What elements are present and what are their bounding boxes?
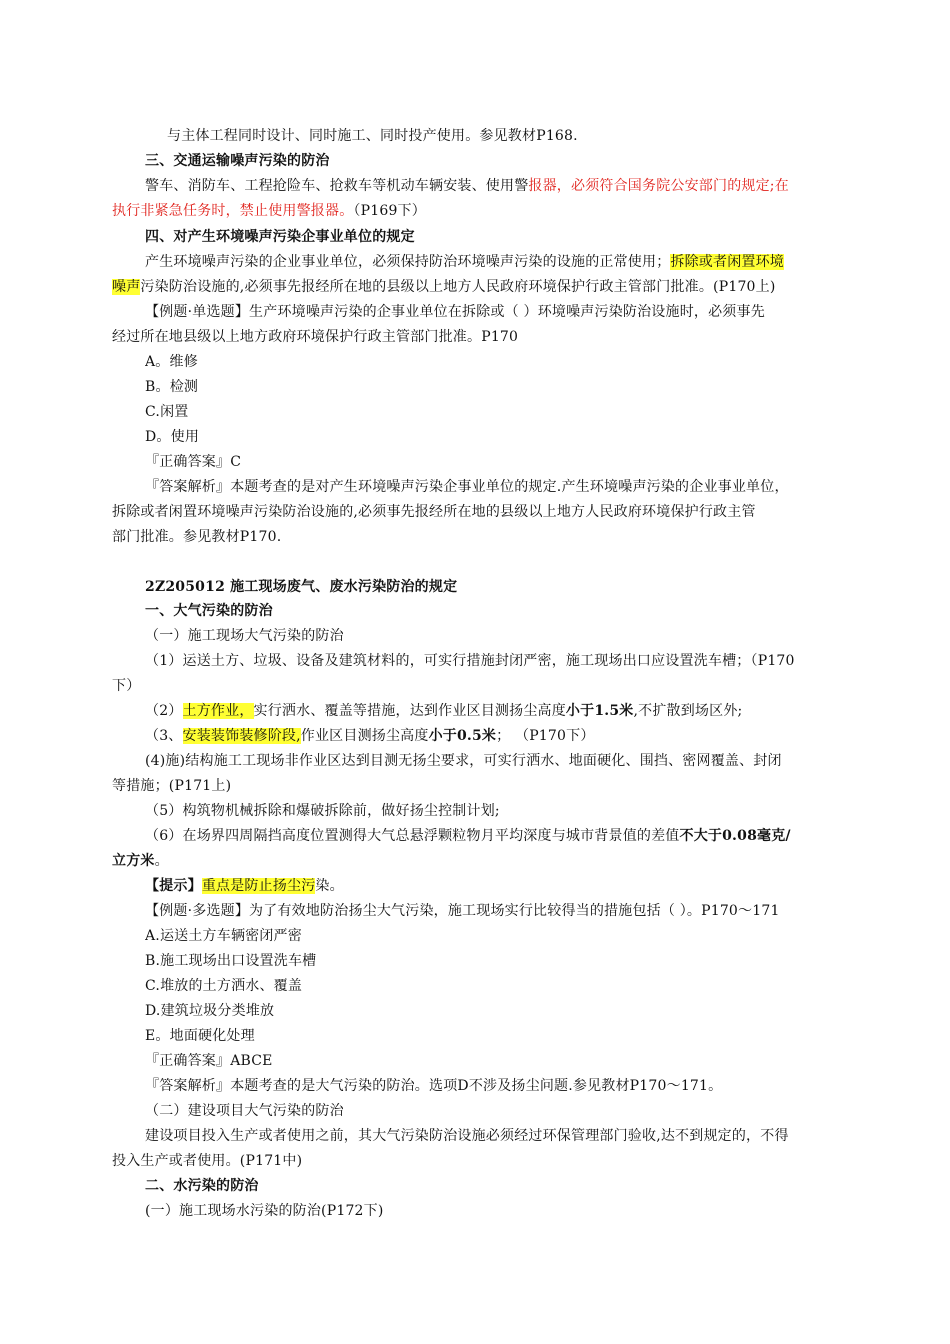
text-run: 警车、消防车、工程抢险车、抢救车等机动车辆安装、使用警 xyxy=(145,178,529,194)
text-run: （3、 xyxy=(145,728,183,744)
text-run: 三、交通运输噪声污染的防治 xyxy=(145,153,330,169)
bold-text-run: 立方米 xyxy=(112,853,155,869)
text-run: 『答案解析』本题考查的是大气污染的防治。选项D不涉及扬尘问题.参见教材P170～171。 xyxy=(145,1078,723,1094)
subsection-heading-site-air xyxy=(145,625,845,647)
bold-text-run: 不大于0.08毫克/ xyxy=(679,828,791,844)
option-a xyxy=(145,351,845,373)
item-1 xyxy=(145,650,845,672)
bold-text-run: 【提示】 xyxy=(145,878,202,894)
correct-answer xyxy=(145,1050,845,1072)
item-3 xyxy=(145,725,845,747)
text-run: （5）构筑物机械拆除和爆破拆除前，做好扬尘控制计划; xyxy=(145,803,500,819)
text-run: A。维修 xyxy=(145,354,198,370)
option-d xyxy=(145,426,845,448)
text-run: D.建筑垃圾分类堆放 xyxy=(145,1003,275,1019)
text-run: E。地面硬化处理 xyxy=(145,1028,255,1044)
section-heading-traffic-noise xyxy=(145,150,845,172)
text-run: 部门批准。参见教材P170. xyxy=(112,529,282,545)
text-run: （二）建设项目大气污染的防治 xyxy=(145,1103,344,1119)
subsection-heading-project-air xyxy=(145,1100,845,1122)
text-run: 『正确答案』C xyxy=(145,454,242,470)
text-run: 四、对产生环境噪声污染企事业单位的规定 xyxy=(145,229,415,245)
text-run: ； （P170下） xyxy=(496,728,595,744)
text-run: （6）在场界四周隔挡高度位置测得大气总悬浮颗粒物月平均深度与城市背景值的差值 xyxy=(145,828,680,844)
section-heading-air-pollution xyxy=(145,600,845,622)
option-c xyxy=(145,401,845,423)
text-line-41 xyxy=(112,1150,812,1172)
highlighted-text-run: 噪声 xyxy=(112,279,141,295)
text-line-17 xyxy=(112,526,812,548)
text-run: 【例题·单选题】生产环境噪声污染的企事业单位在拆除或（ ）环境噪声污染防治设施时，必须事先 xyxy=(145,304,765,320)
text-run: B。检测 xyxy=(145,379,199,395)
text-run: (4)施)结构施工工现场非作业区达到目测无扬尘要求，可实行洒水、地面硬化、围挡、密网覆盖、封闭 xyxy=(145,753,782,769)
text-run: 产生环境噪声污染的企业事业单位，必须保持防治环境噪声污染的设施的正常使用； xyxy=(145,254,671,270)
red-text-run: 报器，必须符合国务院公安部门的规定;在 xyxy=(528,178,789,194)
section-heading-water-pollution xyxy=(145,1175,845,1197)
text-run: 2Z205012 施工现场废气、废水污染防治的规定 xyxy=(145,579,458,595)
text-run: 二、水污染的防治 xyxy=(145,1178,259,1194)
text-run: 『答案解析』本题考查的是对产生环境噪声污染企事业单位的规定.产生环境噪声污染的企业事业单位， xyxy=(145,479,789,495)
section-code-heading xyxy=(145,576,845,598)
text-run: （一）施工现场大气污染的防治 xyxy=(145,628,344,644)
example-question-single xyxy=(145,301,845,323)
item-6 xyxy=(145,825,845,847)
bold-text-run: 小于0.5米 xyxy=(428,728,497,744)
text-line-16 xyxy=(112,501,812,523)
text-line-3 xyxy=(145,175,845,197)
section-heading-enterprise-rules xyxy=(145,226,845,248)
text-run: （P169下） xyxy=(353,203,426,219)
answer-explanation xyxy=(145,1075,845,1097)
option-c xyxy=(145,975,845,997)
text-run: 。 xyxy=(154,853,169,869)
subsection-heading-site-water xyxy=(145,1200,845,1222)
option-a xyxy=(145,925,845,947)
text-run: 『正确答案』ABCE xyxy=(145,1053,273,1069)
text-run: D。使用 xyxy=(145,429,200,445)
text-run: 一、大气污染的防治 xyxy=(145,603,273,619)
highlighted-text-run: 土方作业， xyxy=(182,703,254,719)
text-run: (一）施工现场水污染的防治(P172下) xyxy=(145,1203,384,1219)
text-run: （2） xyxy=(145,703,183,719)
example-question-multi xyxy=(145,900,845,922)
text-run: 【例题·多选题】为了有效地防治扬尘大气污染，施工现场实行比较得当的措施包括（ ）。P170～171 xyxy=(145,903,780,919)
text-line-22 xyxy=(112,675,812,697)
tip-line xyxy=(145,875,845,897)
text-line-1 xyxy=(167,125,867,147)
text-line-9 xyxy=(112,326,812,348)
text-line-4 xyxy=(112,200,812,222)
text-run: ,不扩散到场区外; xyxy=(633,703,743,719)
item-5 xyxy=(145,800,845,822)
text-line-40 xyxy=(145,1125,845,1147)
highlighted-text-run: 安装装饰装修阶段, xyxy=(182,728,301,744)
correct-answer xyxy=(145,451,845,473)
text-run: 作业区目测扬尘高度 xyxy=(300,728,429,744)
text-run: 与主体工程同时设计、同时施工、同时投产使用。参见教材P168. xyxy=(167,128,578,144)
item-2 xyxy=(145,700,845,722)
bold-text-run: 小于1.5米 xyxy=(565,703,634,719)
text-run: 拆除或者闲置环境噪声污染防治设施的,必须事先报经所在地的县级以上地方人民政府环境保护行政主管 xyxy=(112,504,756,520)
option-b xyxy=(145,376,845,398)
highlighted-text-run: 拆除或者闲置环境 xyxy=(670,254,785,270)
text-run: （1）运送土方、垃圾、设备及建筑材料的，可实行措施封闭严密，施工现场出口应设置洗车槽；（P170 xyxy=(145,653,795,669)
text-run: 经过所在地县级以上地方政府环境保护行政主管部门批准。P170 xyxy=(112,329,519,345)
text-line-29 xyxy=(112,850,812,872)
text-run: 污染防治设施的,必须事先报经所在地的县级以上地方人民政府环境保护行政主管部门批准。(P170上) xyxy=(140,279,776,295)
option-e xyxy=(145,1025,845,1047)
item-4 xyxy=(145,750,845,772)
text-run: B.施工现场出口设置洗车槽 xyxy=(145,953,317,969)
text-line-26 xyxy=(112,775,812,797)
text-line-7 xyxy=(112,276,812,298)
option-b xyxy=(145,950,845,972)
text-run: C.闲置 xyxy=(145,404,189,420)
answer-explanation xyxy=(145,476,845,498)
text-run: 下） xyxy=(112,678,141,694)
text-line-6 xyxy=(145,251,845,273)
text-run: A.运送土方车辆密闭严密 xyxy=(145,928,302,944)
text-run: C.堆放的土方洒水、覆盖 xyxy=(145,978,303,994)
text-run: 建设项目投入生产或者使用之前，其大气污染防治设施必须经过环保管理部门验收,达不到规定的，不得 xyxy=(145,1128,789,1144)
text-run: 染。 xyxy=(315,878,344,894)
text-run: 实行洒水、覆盖等措施，达到作业区目测扬尘高度 xyxy=(253,703,566,719)
highlighted-text-run: 重点是防止扬尘污 xyxy=(201,878,316,894)
text-run: 等措施；(P171上) xyxy=(112,778,232,794)
text-run: 投入生产或者使用。(P171中) xyxy=(112,1153,303,1169)
option-d xyxy=(145,1000,845,1022)
red-text-run: 执行非紧急任务时，禁止使用警报器。 xyxy=(112,203,354,219)
